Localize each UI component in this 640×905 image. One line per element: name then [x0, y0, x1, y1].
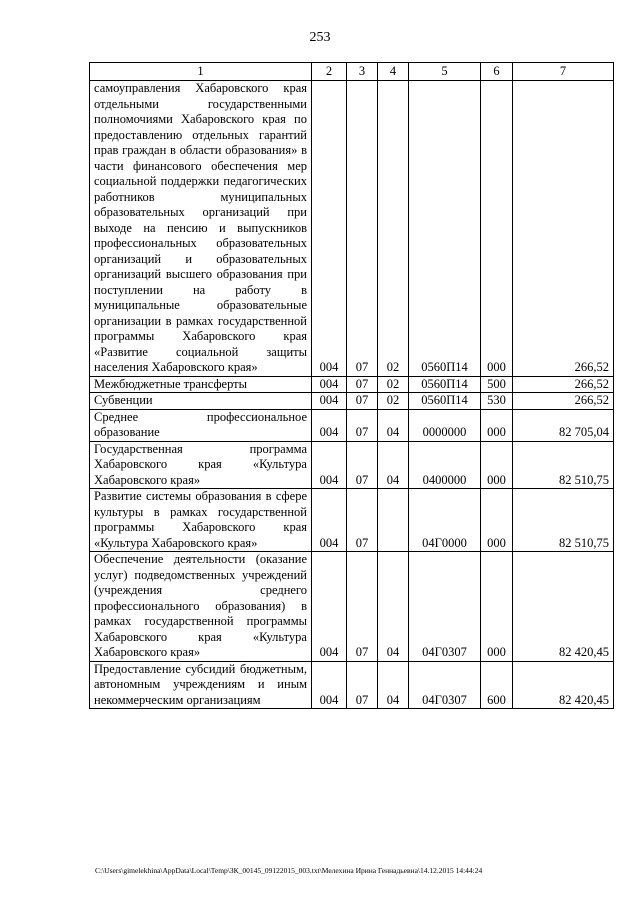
- row-expense-type: 000: [481, 81, 513, 377]
- row-ministry-code: 004: [312, 661, 347, 709]
- column-header-2: 2: [312, 63, 347, 81]
- row-subsection-code: 04: [378, 661, 409, 709]
- table-row: [90, 661, 614, 709]
- row-name: Обеспечение деятельности (оказание услуг) подведомственных учреждений (учреждения среднего профессионального образования) в рамках государственной программы Хабаровского края «Культура Хабаровского края»: [90, 552, 312, 662]
- row-amount: 266,52: [513, 81, 614, 377]
- column-header-1: 1: [90, 63, 312, 81]
- row-name: Субвенции: [90, 393, 312, 410]
- row-section-code: 07: [347, 661, 378, 709]
- row-ministry-code: 004: [312, 81, 347, 377]
- table-row: [90, 376, 614, 393]
- row-ministry-code: 004: [312, 376, 347, 393]
- table-row: [90, 552, 614, 662]
- table-row: [90, 489, 614, 552]
- row-expense-type: 000: [481, 489, 513, 552]
- table-row: [90, 81, 614, 377]
- row-target-code: 04Г0307: [409, 552, 481, 662]
- column-header-4: 4: [378, 63, 409, 81]
- table-header-row: [90, 63, 614, 81]
- column-header-7: 7: [513, 63, 614, 81]
- row-subsection-code: 04: [378, 409, 409, 441]
- row-name: Среднее профессиональное образование: [90, 409, 312, 441]
- row-amount: 82 420,45: [513, 552, 614, 662]
- row-expense-type: 000: [481, 552, 513, 662]
- row-target-code: 04Г0307: [409, 661, 481, 709]
- row-amount: 266,52: [513, 376, 614, 393]
- row-section-code: 07: [347, 393, 378, 410]
- row-amount: 82 420,45: [513, 661, 614, 709]
- row-section-code: 07: [347, 441, 378, 489]
- table-row: [90, 393, 614, 410]
- row-ministry-code: 004: [312, 489, 347, 552]
- table-row: [90, 441, 614, 489]
- row-section-code: 07: [347, 376, 378, 393]
- budget-table: [89, 62, 614, 709]
- column-header-3: 3: [347, 63, 378, 81]
- table-row: [90, 409, 614, 441]
- row-target-code: 0560П14: [409, 81, 481, 377]
- row-expense-type: 000: [481, 441, 513, 489]
- row-expense-type: 530: [481, 393, 513, 410]
- row-target-code: 0400000: [409, 441, 481, 489]
- row-expense-type: 500: [481, 376, 513, 393]
- row-subsection-code: [378, 489, 409, 552]
- row-subsection-code: 02: [378, 81, 409, 377]
- row-ministry-code: 004: [312, 441, 347, 489]
- row-target-code: 0560П14: [409, 393, 481, 410]
- row-target-code: 0000000: [409, 409, 481, 441]
- row-expense-type: 000: [481, 409, 513, 441]
- row-target-code: 04Г0000: [409, 489, 481, 552]
- row-section-code: 07: [347, 81, 378, 377]
- row-ministry-code: 004: [312, 552, 347, 662]
- row-subsection-code: 04: [378, 552, 409, 662]
- row-name: Межбюджетные трансферты: [90, 376, 312, 393]
- row-ministry-code: 004: [312, 393, 347, 410]
- row-subsection-code: 02: [378, 393, 409, 410]
- column-header-6: 6: [481, 63, 513, 81]
- page-number: 253: [309, 30, 331, 45]
- row-section-code: 07: [347, 409, 378, 441]
- row-name: самоуправления Хабаровского края отдельными государственными полномочиями Хабаровского края по предоставлению отдельных гарантий прав граждан в области образования» в части финансового обеспечения мер социальной поддержки педагогических работников муниципальных образовательных организаций при выходе на пенсию и выпускников профессиональных образовательных организаций и образовательных организаций высшего образования при поступлении на работу в муниципальные образовательные организации в рамках государственной программы Хабаровского края «Развитие социальной защиты населения Хабаровского края»: [90, 81, 312, 377]
- row-target-code: 0560П14: [409, 376, 481, 393]
- row-section-code: 07: [347, 552, 378, 662]
- row-subsection-code: 02: [378, 376, 409, 393]
- row-amount: 82 510,75: [513, 489, 614, 552]
- column-header-5: 5: [409, 63, 481, 81]
- row-amount: 82 705,04: [513, 409, 614, 441]
- row-name: Развитие системы образования в сфере культуры в рамках государственной программы Хабаровского края «Культура Хабаровского края»: [90, 489, 312, 552]
- row-ministry-code: 004: [312, 409, 347, 441]
- row-name: Предоставление субсидий бюджетным, автономным учреждениям и иным некоммерческим организациям: [90, 661, 312, 709]
- row-amount: 82 510,75: [513, 441, 614, 489]
- row-name: Государственная программа Хабаровского края «Культура Хабаровского края»: [90, 441, 312, 489]
- row-section-code: 07: [347, 489, 378, 552]
- row-subsection-code: 04: [378, 441, 409, 489]
- row-expense-type: 600: [481, 661, 513, 709]
- file-path-footer: C:\Users\gimelekhina\AppData\Local\Temp\ЗК_00145_09122015_003.txt\Мелехина Ирина Геннадьевна\14.12.2015 14:44:24: [95, 866, 483, 875]
- row-amount: 266,52: [513, 393, 614, 410]
